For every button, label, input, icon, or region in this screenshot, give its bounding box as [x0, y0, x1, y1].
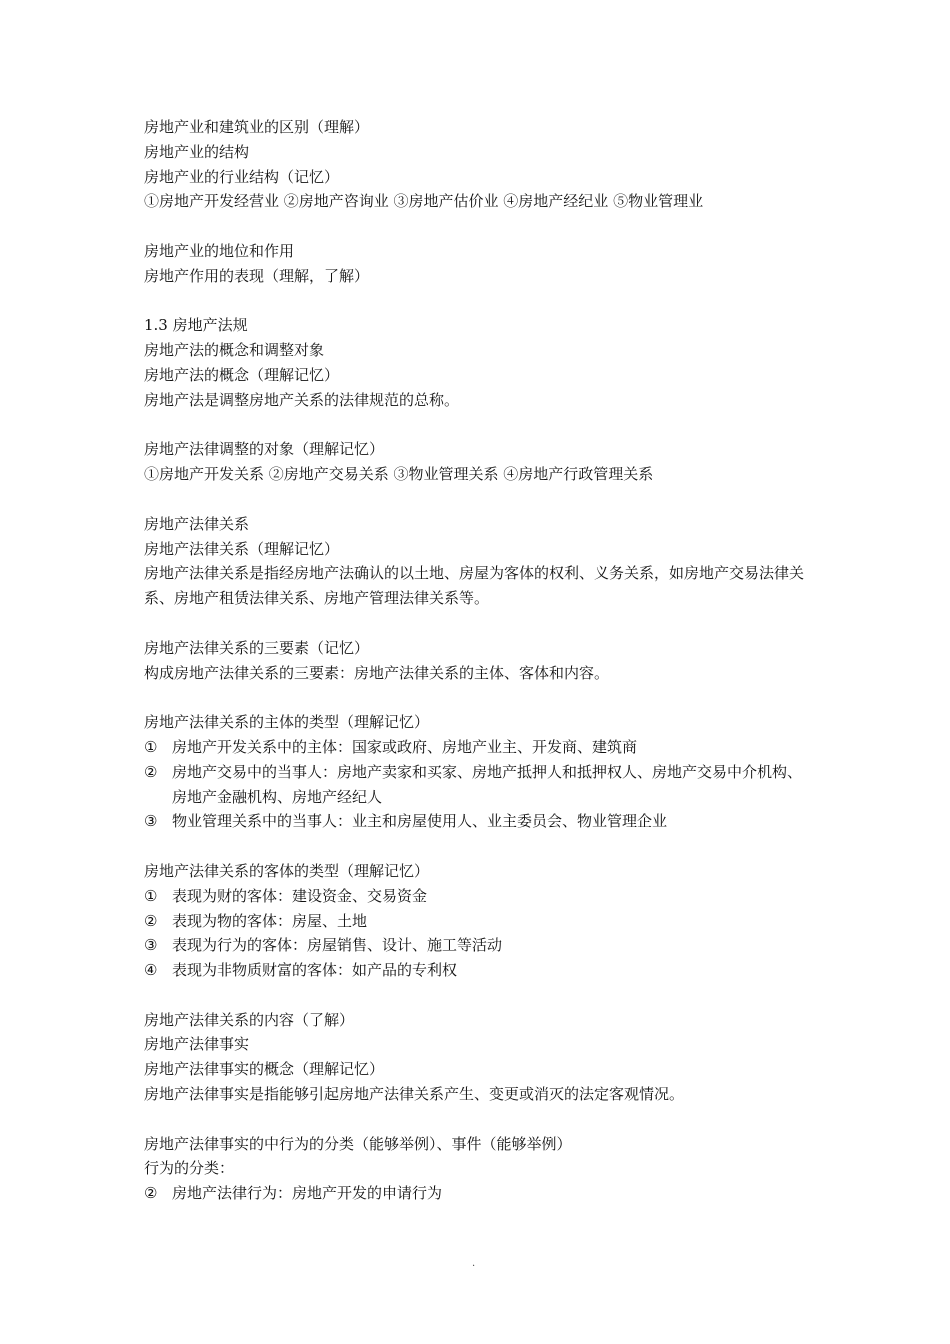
list-item	[144, 1181, 814, 1206]
law-objects-list: ①房地产开发关系 ②房地产交易关系 ③物业管理关系 ④房地产行政管理关系	[144, 465, 654, 484]
heading-three-elements: 房地产法律关系的三要素（记忆）	[144, 638, 370, 657]
heading-legal-relation: 房地产法律关系	[144, 514, 250, 533]
list-text: 表现为非物质财富的客体：如产品的专利权	[172, 961, 458, 980]
section-title-1-3: 1.3 房地产法规	[144, 316, 248, 335]
blank-line	[144, 289, 814, 314]
blank-line	[144, 983, 814, 1008]
blank-line	[144, 214, 814, 239]
heading-law-concept-object: 房地产法的概念和调整对象	[144, 341, 325, 360]
behavior-classification-label: 行为的分类：	[144, 1159, 235, 1178]
blank-line	[144, 834, 814, 859]
list-text: 房地产法律行为：房地产开发的申请行为	[172, 1184, 443, 1203]
heading-role-expression: 房地产作用的表现（理解，了解）	[144, 266, 370, 285]
list-text: 表现为行为的客体：房屋销售、设计、施工等活动	[172, 936, 503, 955]
list-text: 房地产开发关系中的主体：国家或政府、房地产业主、开发商、建筑商	[172, 737, 638, 756]
list-item	[144, 958, 814, 983]
blank-line	[144, 1107, 814, 1132]
heading-legal-relation-def: 房地产法律关系（理解记忆）	[144, 539, 340, 558]
heading-law-objects: 房地产法律调整的对象（理解记忆）	[144, 440, 385, 459]
heading-legal-fact: 房地产法律事实	[144, 1035, 250, 1054]
list-text: 表现为财的客体：建设资金、交易资金	[172, 886, 428, 905]
three-elements-text: 构成房地产法律关系的三要素：房地产法律关系的主体、客体和内容。	[144, 663, 610, 682]
heading-law-concept: 房地产法的概念（理解记忆）	[144, 365, 340, 384]
list-item	[144, 809, 814, 834]
blank-line	[144, 685, 814, 710]
list-number: ③	[144, 936, 158, 955]
list-number: ①	[144, 737, 158, 756]
list-text: 物业管理关系中的当事人：业主和房屋使用人、业主委员会、物业管理企业	[172, 812, 668, 831]
heading-subject-types: 房地产法律关系的主体的类型（理解记忆）	[144, 713, 430, 732]
heading-legal-fact-concept: 房地产法律事实的概念（理解记忆）	[144, 1060, 385, 1079]
list-number: ④	[144, 961, 158, 980]
heading-industry-structure: 房地产业的行业结构（记忆）	[144, 167, 340, 186]
heading-status-role: 房地产业的地位和作用	[144, 241, 295, 260]
document-body	[144, 115, 814, 1206]
heading-structure: 房地产业的结构	[144, 142, 250, 161]
blank-line	[144, 413, 814, 438]
heading-relation-content: 房地产法律关系的内容（了解）	[144, 1010, 355, 1029]
list-item	[144, 884, 814, 909]
legal-relation-text: 房地产法律关系是指经房地产法确认的以土地、房屋为客体的权利、义务关系，如房地产交易法律关系、房地产租赁法律关系、房地产管理法律关系等。	[144, 564, 805, 608]
list-number: ②	[144, 911, 158, 930]
blank-line	[144, 611, 814, 636]
blank-line	[144, 487, 814, 512]
heading-object-types: 房地产法律关系的客体的类型（理解记忆）	[144, 861, 430, 880]
list-text: 房地产交易中的当事人：房地产卖家和买家、房地产抵押人和抵押权人、房地产交易中介机构、房地产金融机构、房地产经纪人	[172, 762, 803, 806]
page-footer-mark: .	[472, 1258, 476, 1269]
law-concept-text: 房地产法是调整房地产关系的法律规范的总称。	[144, 390, 460, 409]
legal-fact-text: 房地产法律事实是指能够引起房地产法律关系产生、变更或消灭的法定客观情况。	[144, 1085, 685, 1104]
industry-list: ①房地产开发经营业 ②房地产咨询业 ③房地产估价业 ④房地产经纪业 ⑤物业管理业	[144, 192, 704, 211]
list-number: ①	[144, 886, 158, 905]
list-number: ②	[144, 1184, 158, 1203]
heading-behavior-classification: 房地产法律事实的中行为的分类（能够举例）、事件（能够举例）	[144, 1134, 572, 1153]
list-number: ③	[144, 812, 158, 831]
list-item	[144, 933, 814, 958]
list-item	[144, 735, 814, 760]
list-number: ②	[144, 762, 158, 781]
list-item	[144, 909, 814, 934]
heading-difference: 房地产业和建筑业的区别（理解）	[144, 118, 370, 136]
list-text: 表现为物的客体：房屋、土地	[172, 911, 368, 930]
list-item	[144, 760, 814, 810]
